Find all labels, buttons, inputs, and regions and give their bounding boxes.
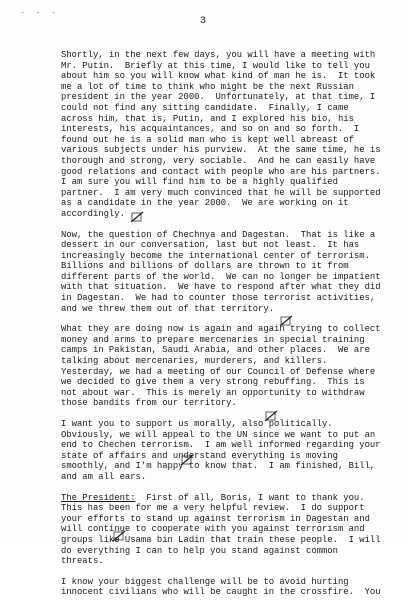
text-line: me a lot of time to think who might be the next Russian xyxy=(61,81,354,92)
text-line: interests, his acquaintances, and so on and so forth. I xyxy=(61,124,360,135)
paragraph-putin xyxy=(61,50,401,220)
text-line: your efforts to stand up against terrorism in Dagestan and xyxy=(61,513,370,524)
text-line: accordingly. xyxy=(61,208,125,219)
text-line: various subjects under his purview. At the same time, he is xyxy=(61,145,381,156)
text-line: Mr. Putin. Briefly at this time, I would like to tell you xyxy=(61,60,370,71)
text-line: Shortly, in the next few days, you will have a meeting with xyxy=(61,50,376,60)
text-line: those bandits from our territory. xyxy=(61,398,237,409)
speaker-line-rest: First of all, Boris, I want to thank you. xyxy=(135,492,365,503)
text-line: increasingly become the international center of terrorism. xyxy=(61,250,370,261)
text-line: This has been for me a very helpful review. I do support xyxy=(61,503,365,514)
header-marks: - - - xyxy=(20,9,60,18)
text-line: partner. I am very much convinced that he will be supported xyxy=(61,187,381,198)
handwritten-slash-mark xyxy=(279,315,293,327)
text-line: Now, the question of Chechnya and Dagestan. That is like a xyxy=(61,229,376,240)
text-line: camps in Pakistan, Saudi Arabia, and other places. We are xyxy=(61,345,370,356)
text-line: and we threw them out of that territory. xyxy=(61,303,275,314)
text-line: will continue to cooperate with you against terrorism and xyxy=(61,524,365,535)
text-line: smoothly, and I'm happy to know that. I am finished, Bill, xyxy=(61,461,376,472)
text-line: with that situation. We have to respond after what they did xyxy=(61,282,381,293)
text-line: I want you to support us morally, also politically. xyxy=(61,419,333,429)
paragraph-mercenaries xyxy=(61,324,401,409)
text-line: not about war. This is merely an opportunity to withdraw xyxy=(61,387,365,398)
text-line: talking about mercenaries, murderers, and killers. xyxy=(61,356,328,367)
text-line: state of affairs and understand everything is moving xyxy=(61,450,338,461)
handwritten-slash-mark xyxy=(264,410,278,422)
text-line: What they are doing now is again and again trying to collect xyxy=(61,324,381,335)
handwritten-slash-mark xyxy=(112,530,126,542)
speaker-label: The President: xyxy=(61,492,136,503)
text-line: Obviously, we will appeal to the UN since we want to put an xyxy=(61,429,376,440)
text-line: thorough and strong, very sociable. And he can easily have xyxy=(61,155,376,166)
text-line: dessert in our conversation, last but not least. It has xyxy=(61,240,360,251)
text-line: about him so you will know what kind of man he is. It took xyxy=(61,71,376,82)
document-body xyxy=(61,50,401,608)
text-line: and am all ears. xyxy=(61,471,147,482)
text-line: I know your biggest challenge will be to avoid hurting xyxy=(61,576,349,587)
text-line xyxy=(61,493,401,504)
text-line: Yesterday, we had a meeting of our Council of Defense where xyxy=(61,366,376,377)
text-line: across him, that is, Putin, and I explored his bio, his xyxy=(61,113,354,124)
text-line: Billions and billions of dollars are thrown to it from xyxy=(61,261,349,272)
text-line: we decided to give them a very strong rebuffing. This is xyxy=(61,377,365,388)
text-line: could not find any sitting candidate. Finally, I came xyxy=(61,102,349,113)
text-line: president in the year 2000. Unfortunately, at that time, I xyxy=(61,92,376,103)
text-line: innocent civilians who will be caught in the crossfire. You xyxy=(61,587,381,598)
handwritten-slash-mark xyxy=(180,454,194,466)
text-line: I am sure you will find him to be a highly qualified xyxy=(61,177,338,188)
paragraph-chechnya xyxy=(61,230,401,315)
text-line: found out he is a solid man who is kept well abreast of xyxy=(61,134,354,145)
text-line: good relations and contact with people who are his partners. xyxy=(61,166,381,177)
text-line: threats. xyxy=(61,556,104,567)
page-number: 3 xyxy=(200,16,207,27)
text-line: end to Chechen terrorism. I am well informed regarding your xyxy=(61,440,381,451)
text-line: different parts of the world. We can no longer be impatient xyxy=(61,271,381,282)
text-line: in Dagestan. We had to counter those terrorist activities, xyxy=(61,293,376,304)
text-line: money and arms to prepare mercenaries in special training xyxy=(61,334,365,345)
handwritten-slash-mark xyxy=(130,211,144,223)
paragraph-civilians xyxy=(61,577,401,598)
text-line: as a candidate in the year 2000. We are working on it xyxy=(61,198,349,209)
text-line: groups like Usama bin Ladin that train these people. I will xyxy=(61,534,381,545)
text-line: do everything I can to help you stand against common xyxy=(61,545,338,556)
paragraph-support xyxy=(61,419,401,483)
